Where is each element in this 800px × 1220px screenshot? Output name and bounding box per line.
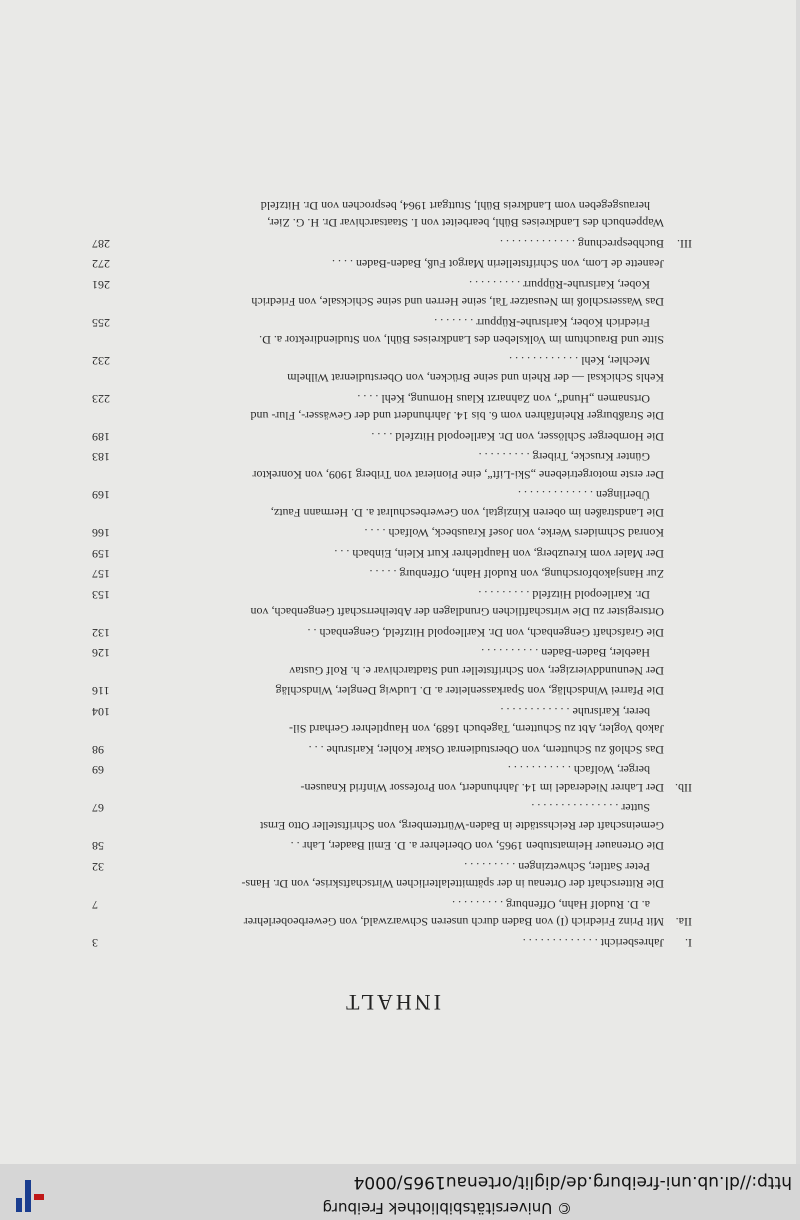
- toc-entry-line: berger, Wolfach . . . . . . . . . . .: [507, 763, 650, 778]
- toc-entry: [92, 448, 692, 483]
- toc-entry-text: [120, 314, 664, 349]
- toc-section-mark: III.: [677, 237, 692, 251]
- toc-entry-text: [120, 896, 664, 931]
- toc-entry-line: berer, Karlsruhe . . . . . . . . . . . .: [500, 705, 650, 719]
- toc-entry-line: Überlingen . . . . . . . . . . . . .: [518, 488, 650, 503]
- toc-entry-line: Der erste motorgetriebene „Ski-Lift“, eine Pionierat von Triberg 1909, von Konrektor: [252, 468, 664, 482]
- toc-page-number: 67: [92, 801, 104, 816]
- toc-entry: [92, 255, 692, 273]
- toc-entry: [92, 524, 692, 542]
- toc-entry-text: [120, 428, 664, 446]
- toc-entry: [92, 352, 692, 387]
- toc-entry-text: [120, 352, 664, 387]
- toc-entry-line: Die Hornberger Schlösser, von Dr. Karlleopold Hitzfeld . . . .: [371, 430, 664, 444]
- toc-entry-text: [120, 276, 664, 311]
- toc-page-number: 255: [92, 316, 110, 330]
- toc-entry-text: [120, 448, 664, 483]
- toc-title: INHALT: [343, 990, 441, 1015]
- library-logo-icon: [8, 1178, 48, 1214]
- toc-entry-text: [120, 235, 664, 253]
- toc-entry-line: Der Maler vom Kreuzberg, von Hauptlehrer Kurt Klein, Einbach . . .: [334, 547, 664, 561]
- toc-entry-text: [120, 741, 664, 759]
- toc-entry-line: Dr. Karlleopold Hitzfeld . . . . . . . . .: [478, 588, 650, 602]
- toc-entry-text: [120, 524, 664, 542]
- toc-entry: [92, 644, 692, 679]
- toc-entry-line: a. D. Rudolf Hahn, Offenburg . . . . . . . . .: [452, 898, 650, 912]
- toc-page-number: 157: [92, 567, 110, 582]
- repository-bar: [0, 1164, 800, 1220]
- toc-entry: [92, 197, 692, 232]
- toc-entry: [92, 703, 692, 738]
- toc-entry-text: [120, 624, 664, 642]
- toc-entry-line: Mit Prinz Friedrich (I) von Baden durch unseren Schwarzwald, von Gewerbeoberlehrer: [243, 915, 664, 930]
- toc-entry-line: Jakob Vogler, Abt zu Schuttern, Tagebuch 1689, von Hauptlehrer Gerhard Sil-: [289, 722, 664, 737]
- toc-entry-line: Kehls Schicksal — der Rhein und seine Brücken, von Oberstudienrat Wilhelm: [287, 371, 664, 386]
- toc-entry: [92, 934, 692, 952]
- toc-entry-line: Mechler, Kehl . . . . . . . . . . . .: [509, 354, 650, 368]
- source-url[interactable]: http://dl.ub.uni-freiburg.de/diglit/ortenau1965/0004: [353, 1172, 792, 1192]
- toc-entry-text: [120, 761, 664, 796]
- toc-entry-line: Die Pfarrei Windschläg, von Sparkassenleiter a. D. Ludwig Dengler, Windschläg: [275, 684, 664, 699]
- toc-entry-line: Der Neununddvierziger, von Schriftsteller und Stadtarchivar e. h. Rolf Gustav: [289, 664, 664, 678]
- toc-page-number: 3: [92, 936, 98, 950]
- toc-entry: [92, 682, 692, 700]
- toc-entry-text: [120, 255, 664, 273]
- toc-page-number: 159: [92, 547, 110, 561]
- toc-entry-text: [120, 858, 664, 893]
- toc-entry-line: Die Grafschaft Gengenbach, von Dr. Karlleopold Hitzfeld, Gengenbach . .: [307, 626, 664, 640]
- toc-entry-text: [120, 545, 664, 563]
- library-credit: © Universitätsbibliothek Freiburg: [322, 1199, 572, 1217]
- toc-entry-text: [120, 197, 664, 232]
- toc-entry: [92, 276, 692, 311]
- toc-entry-line: Die Ritterschaft der Ortenau in der spätmittelalterlichen Wirtschaftskrise, von Dr. Hans-: [241, 877, 664, 892]
- toc-page-number: 7: [92, 898, 98, 912]
- toc-entry-line: Kober, Karlsruhe-Rüppurr . . . . . . . . .: [469, 278, 650, 292]
- toc-entry-line: Peter Sattler, Schwetzingen . . . . . . . . .: [464, 860, 650, 874]
- toc-section-mark: I.: [685, 936, 692, 950]
- toc-entry: [92, 837, 692, 855]
- toc-entry-line: Ortsregister zu Die wirtschaftlichen Grundlagen der Abteiherrschaft Gengenbach, von: [250, 605, 664, 620]
- toc-page-number: 69: [92, 763, 104, 778]
- toc-entry-line: Die Straßburger Rheinfähren vom 6. bis 14. Jahrhundert und der Gewässer-, Flur- und: [250, 409, 664, 424]
- toc-entry-line: Sutter . . . . . . . . . . . . . . .: [531, 801, 650, 816]
- toc-page-number: 166: [92, 526, 110, 541]
- toc-page-number: 98: [92, 743, 104, 757]
- toc-entry: [92, 390, 692, 425]
- toc-entry-text: [120, 703, 664, 738]
- toc-page-number: 169: [92, 488, 110, 503]
- toc-entry: [92, 486, 692, 521]
- toc-entry-line: Ortsnamen „Hund“, von Zahnarzt Klaus Hornung, Kehl . . . .: [357, 392, 650, 406]
- toc-entry-text: [120, 682, 664, 700]
- toc-entry-text: [120, 837, 664, 855]
- toc-entry: [92, 741, 692, 759]
- toc-entry-text: [120, 586, 664, 621]
- toc-page-number: 32: [92, 860, 104, 874]
- toc-entry-line: Jeanette de Lom, von Schriftstellerin Margot Fuß, Baden-Baden . . . .: [331, 257, 664, 272]
- toc-page-number: 272: [92, 257, 110, 272]
- toc-page-number: 261: [92, 278, 110, 292]
- toc-entry: [92, 624, 692, 642]
- toc-entry-line: Die Ortenauer Heimatstuben 1965, von Oberlehrer a. D. Emil Baader, Lahr . .: [290, 839, 664, 854]
- toc-entry: [92, 428, 692, 446]
- toc-entry: [92, 896, 692, 931]
- toc-entry: [92, 235, 692, 253]
- toc-entry-line: Jahresbericht . . . . . . . . . . . . .: [522, 936, 664, 950]
- toc-entry-line: Buchbesprechung . . . . . . . . . . . . .: [500, 237, 664, 251]
- toc-entry-line: Sitte und Brauchtum im Volksleben des Landkreises Bühl, von Studiendirektor a. D.: [259, 333, 664, 348]
- toc-entry-text: [120, 934, 664, 952]
- toc-entry-line: Gemeinschaft der Reichsstädte in Baden-Württemberg, von Schriftsteller Otto Ernst: [260, 819, 664, 833]
- toc-page-number: 232: [92, 354, 110, 368]
- toc-entry-line: Die Landstraßen im oberen Kinzigtal, von Gewerbeschulrat a. D. Hermann Fautz,: [270, 506, 664, 520]
- toc-page-number: 189: [92, 430, 110, 444]
- toc-entry: [92, 761, 692, 796]
- toc-list: [92, 197, 692, 952]
- toc-entry-line: Das Schloß zu Schuttern, von Oberstudienrat Oskar Kohler, Karlsruhe . . .: [308, 743, 664, 757]
- toc-section-mark: IIa.: [675, 915, 692, 930]
- toc-entry-text: [120, 799, 664, 834]
- toc-entry: [92, 545, 692, 563]
- toc-entry-line: Zur Hansjakobforschung, von Rudolf Hahn, Offenburg . . . . .: [369, 567, 664, 582]
- toc-entry-line: Friedrich Kober, Karlsruhe-Rüppurr . . . . . . .: [434, 316, 650, 330]
- toc-entry: [92, 314, 692, 349]
- toc-entry-line: Das Wasserschloß im Neusatzer Tal, seine Herren und seine Schicksale, von Friedrich: [251, 295, 664, 310]
- toc-page-number: 153: [92, 588, 110, 602]
- toc-page-number: 183: [92, 450, 110, 465]
- toc-entry-line: Günter Kruscke, Triberg . . . . . . . . .: [478, 450, 650, 465]
- toc-page-number: 126: [92, 646, 110, 661]
- toc-entry: [92, 799, 692, 834]
- toc-entry: [92, 858, 692, 893]
- toc-entry-line: Wappenbuch des Landkreises Bühl, bearbeitet von I. Staatsarchivar Dr. H. G. Zier,: [267, 216, 664, 231]
- toc-page-number: 116: [92, 684, 110, 699]
- toc-section-mark: IIb.: [675, 781, 692, 795]
- toc-entry-line: herausgegeben vom Landkreis Bühl, Stuttgart 1964, besprochen von Dr. Hitzfeld: [260, 199, 650, 213]
- toc-entry-text: [120, 565, 664, 583]
- table-of-contents: [92, 194, 692, 1016]
- toc-entry-line: Haebler, Baden-Baden . . . . . . . . . .: [481, 646, 650, 661]
- toc-entry-line: Der Lahrer Niederadel im 14. Jahrhundert, von Professor Winfrid Knausen-: [300, 781, 664, 795]
- toc-page-number: 287: [92, 237, 110, 251]
- toc-entry-line: Konrad Schmiders Werke, von Josef Krausbeck, Wolfach . . . .: [364, 526, 664, 541]
- toc-entry: [92, 565, 692, 583]
- toc-page-number: 223: [92, 392, 110, 406]
- toc-page-number: 104: [92, 705, 110, 719]
- toc-entry: [92, 586, 692, 621]
- toc-entry-text: [120, 390, 664, 425]
- toc-page-number: 58: [92, 839, 104, 854]
- toc-entry-text: [120, 644, 664, 679]
- toc-page-number: 132: [92, 626, 110, 640]
- toc-entry-text: [120, 486, 664, 521]
